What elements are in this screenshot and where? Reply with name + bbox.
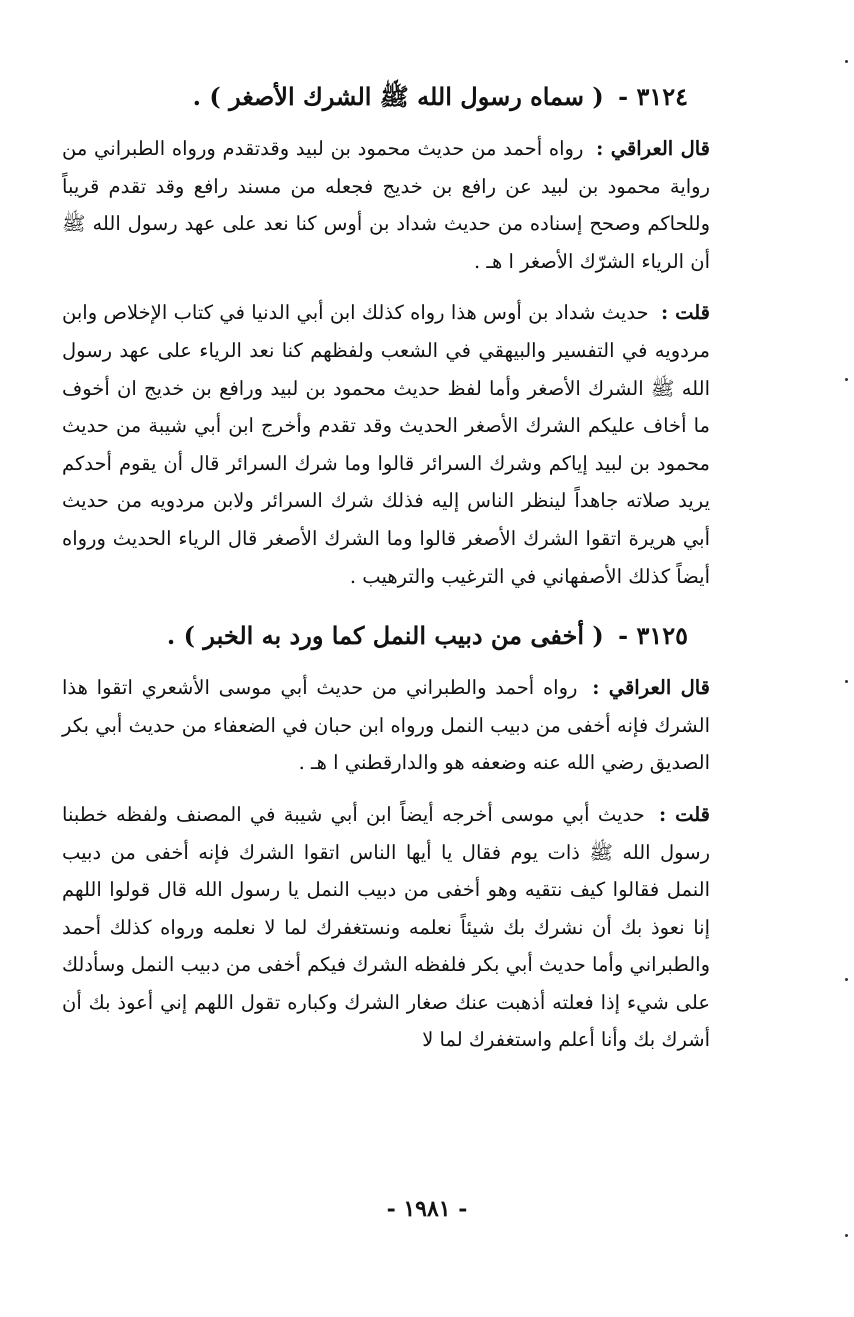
paragraph-lead: قلت :: [660, 301, 710, 325]
paragraph: [62, 130, 710, 280]
page-number: - ١٩٨١ -: [386, 1196, 468, 1222]
entry-title: ( سماه رسول الله ﷺ الشرك الأصغر ) .: [192, 82, 604, 111]
entry-number: ٣١٢٤ -: [618, 82, 688, 111]
scan-speck: [845, 978, 848, 981]
scan-speck: [845, 378, 848, 381]
entry-heading: [62, 70, 710, 124]
paragraph: [62, 294, 710, 595]
paragraph-text: حديث شداد بن أوس هذا رواه كذلك ابن أبي الدنيا في كتاب الإخلاص وابن مردويه في التفسير والبيهقي في الشعب ولفظهم كنا نعد الرياء على عهد رسول الله ﷺ الشرك الأصغر وأما لفظ حديث محمود بن لبيد ورافع بن خديج ان أخوف ما أخاف عليكم الشرك الأصغر الحديث وقد تقدم وأخرج ابن أبي شيبة من حديث محمود بن لبيد إياكم وشرك السرائر قالوا وما شرك السرائر قال أن يقوم أحدكم يريد صلاته جاهداً لينظر الناس إليه فذلك شرك السرائر ولابن مردويه من حديث أبي هريرة اتقوا الشرك الأصغر قالوا وما الشرك الأصغر قال الرياء الحديث ورواه أيضاً كذلك الأصفهاني في الترغيب والترهيب .: [62, 301, 710, 588]
paragraph-lead: قال العراقي :: [592, 676, 710, 700]
paragraph-text: رواه أحمد من حديث محمود بن لبيد وقدتقدم ورواه الطبراني من رواية محمود بن لبيد عن رافع بن خديج فجعله من مسند رافع وقد تقدم قريباً وللحاكم وصحح إسناده من حديث شداد بن أوس كنا نعد على عهد رسول الله ﷺ أن الرياء الشرّك الأصغر ا هـ .: [62, 137, 710, 273]
entry-heading: [62, 609, 710, 663]
paragraph: [62, 796, 710, 1059]
paragraph-lead: قال العراقي :: [596, 137, 710, 160]
paragraph-text: رواه أحمد والطبراني من حديث أبي موسى الأشعري اتقوا هذا الشرك فإنه أخفى من دبيب النمل ورواه ابن حبان في الضعفاء من حديث أبي بكر الصديق رضي الله عنه وضعفه هو والدارقطني ا هـ .: [62, 676, 710, 775]
paragraph: [62, 669, 710, 782]
scan-speck: [845, 60, 848, 63]
entry-number: ٣١٢٥ -: [618, 621, 688, 651]
scan-speck: [845, 1234, 848, 1237]
entry-title: ( أخفى من دبيب النمل كما ورد به الخبر ) .: [166, 621, 604, 651]
page-body: [62, 70, 710, 1073]
paragraph-lead: قلت :: [658, 802, 710, 826]
scan-speck: [845, 680, 848, 683]
paragraph-text: حديث أبي موسى أخرجه أيضاً ابن أبي شيبة في المصنف ولفظه خطبنا رسول الله ﷺ ذات يوم فقال يا أيها الناس اتقوا الشرك فإنه أخفى من دبيب النمل فقالوا كيف نتقيه وهو أخفى من دبيب النمل يا رسول الله قال قولوا اللهم إنا نعوذ بك أن نشرك بك شيئاً نعلمه ونستغفرك لما لا نعلمه ورواه كذلك أحمد والطبراني وأما حديث أبي بكر فلفظه الشرك فيكم أخفى من دبيب النمل وسأدلك على شيء إذا فعلته أذهبت عنك صغار الشرك وكباره تقول اللهم إني أعوذ بك أن أشرك بك وأنا أعلم واستغفرك لما لا: [62, 802, 710, 1052]
